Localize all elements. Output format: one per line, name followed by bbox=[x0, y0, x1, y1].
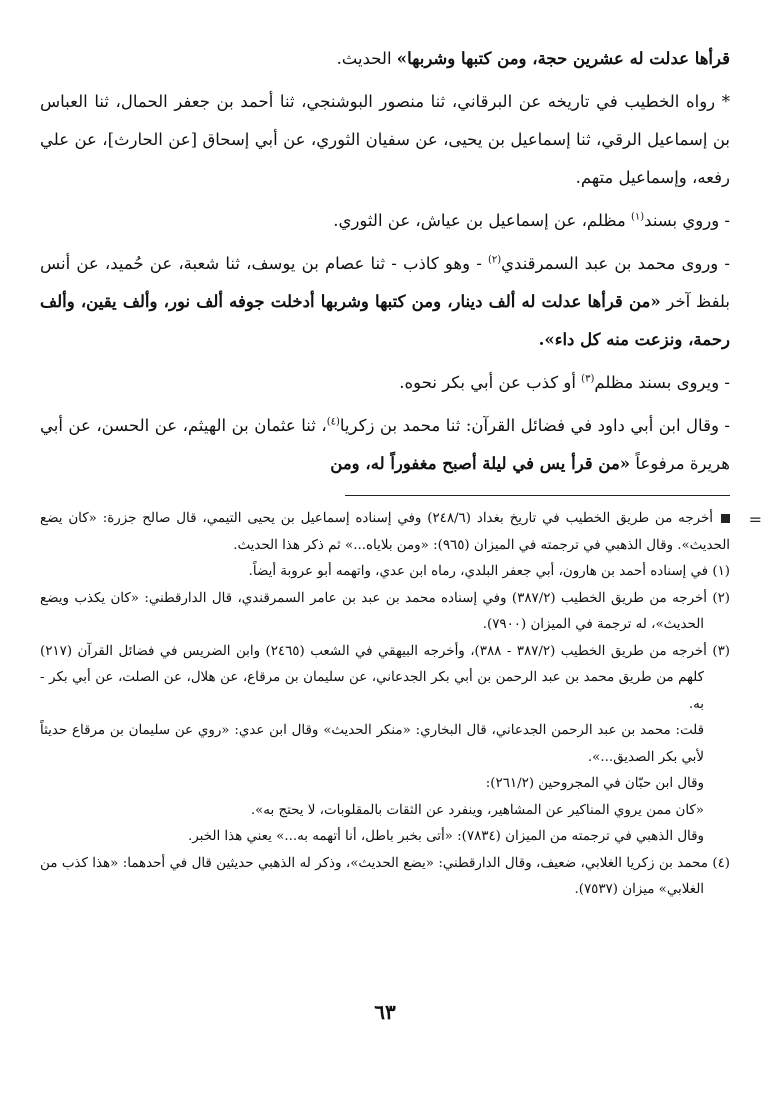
text-run: - وروى محمد بن عبد السمرقندي bbox=[501, 254, 730, 273]
footnote-item: (٤) محمد بن زكريا الغلابي، ضعيف، وقال الدارقطني: «يضع الحديث»، وذكر له الذهبي حديثين قال في أحدهما: «هذا كذب من الغلابي» ميزان (٧٥٣٧). bbox=[40, 855, 730, 897]
footnote-item bbox=[40, 506, 730, 559]
text-run: - وهو كاذب - ثنا عصام بن يوسف، ثنا شعبة، عن حُميد، عن أنس بلفظ آخر bbox=[40, 254, 730, 311]
continuation-mark: = bbox=[748, 510, 762, 529]
footnote-item: قلت: محمد بن عبد الرحمن الجدعاني، قال البخاري: «منكر الحديث» وقال ابن عدي: «روي عن سليمان بن مرقاع حديثاً لأبي بكر الصديق...». bbox=[40, 723, 704, 765]
text-run: - ويروى بسند مظلم bbox=[594, 373, 730, 392]
text-run: ، ثنا عثمان بن الهيثم، عن الحسن، عن أبي هريرة مرفوعاً bbox=[40, 416, 730, 473]
text-run: الحديث. bbox=[336, 49, 397, 68]
main-text bbox=[40, 40, 730, 483]
footnote-item: وقال ابن حبّان في المجروحين (٢٦١/٢): bbox=[485, 776, 704, 791]
text-run: أو كذب عن أبي بكر نحوه. bbox=[399, 373, 582, 392]
hadith-text: «من قرأها عدلت له ألف دينار، ومن كتبها وشربها أدخلت جوفه ألف نور، وألف يقين، وألف رحمة، ونزعت منه كل داء». bbox=[40, 292, 730, 349]
paragraph bbox=[40, 40, 730, 78]
footnote-ref[interactable]: (١) bbox=[630, 211, 645, 223]
text-run: - وروي بسند bbox=[644, 211, 730, 230]
hadith-text: قرأها عدلت له عشرين حجة، ومن كتبها وشربها» bbox=[396, 49, 730, 68]
paragraph bbox=[40, 245, 730, 359]
footnote-item: (١) في إسناده أحمد بن هارون، أبي جعفر البلدي، رماه ابن عدي، واتهمه أبو عروبة أيضاً. bbox=[248, 564, 730, 579]
footnote-item: (٣) أخرجه من طريق الخطيب (٣٨٧/٢ - ٣٨٨)، وأخرجه البيهقي في الشعب (٢٤٦٥) وابن الضريس في فضائل القرآن (٢١٧) كلهم من طريق محمد بن عبد الرحمن بن أبي بكر الجدعاني، عن سليمان بن مرقاع، عن هلال، عن الصلت، عن أبي بكر - به. bbox=[40, 643, 730, 712]
paragraph bbox=[40, 202, 730, 240]
footnote-item: وقال الذهبي في ترجمته من الميزان (٧٨٣٤): «أتى بخبر باطل، أنا أتهمه به...» يعني هذا الخبر. bbox=[188, 829, 704, 844]
footnote-ref[interactable]: (٤) bbox=[326, 416, 340, 428]
paragraph: * رواه الخطيب في تاريخه عن البرقاني، ثنا منصور البوشنجي، ثنا أحمد بن جعفر الحمال، ثنا العباس بن إسماعيل الرقي، ثنا إسماعيل بن يحيى، عن سفيان الثوري، عن أبي إسحاق [عن الحارث]، عن علي رفعه، وإسماعيل متهم. bbox=[40, 92, 730, 187]
square-bullet-icon bbox=[721, 514, 730, 523]
text-run: مظلم، عن إسماعيل بن عياش، عن الثوري. bbox=[333, 211, 631, 230]
footnote-text: أخرجه من طريق الخطيب في تاريخ بغداد (٢٤٨/٦) وفي إسناده إسماعيل بن يحيى التيمي، قال صالح جزرة: «كان يضع الحديث». وقال الذهبي في ترجمته في الميزان (٩٦٥): «ومن بلاياه...» ثم ذكر هذا الحديث. bbox=[40, 511, 730, 553]
hadith-text: «من قرأ يس في ليلة أصبح مغفوراً له، ومن bbox=[330, 454, 631, 473]
footnote-divider bbox=[345, 495, 730, 496]
footnote-item: (٢) أخرجه من طريق الخطيب (٣٨٧/٢) وفي إسناده محمد بن عبد بن عامر السمرقندي، قال الدارقطني: «كان يكذب ويضع الحديث»، له ترجمة في الميزان (٧٩٠٠). bbox=[40, 590, 731, 632]
paragraph bbox=[40, 364, 730, 402]
text-run: - وقال ابن أبي داود في فضائل القرآن: ثنا محمد بن زكريا bbox=[339, 416, 730, 435]
footnote-ref[interactable]: (٢) bbox=[487, 254, 502, 266]
footnote-item: «كان ممن يروي المناكير عن المشاهير، وينفرد عن الثقات بالمقلوبات، لا يحتج به». bbox=[250, 802, 704, 818]
footnotes bbox=[40, 506, 762, 904]
book-page bbox=[40, 40, 762, 904]
paragraph bbox=[40, 407, 730, 483]
footnote-ref[interactable]: (٣) bbox=[581, 373, 595, 385]
page-number: ٦٣ bbox=[374, 1000, 396, 1024]
